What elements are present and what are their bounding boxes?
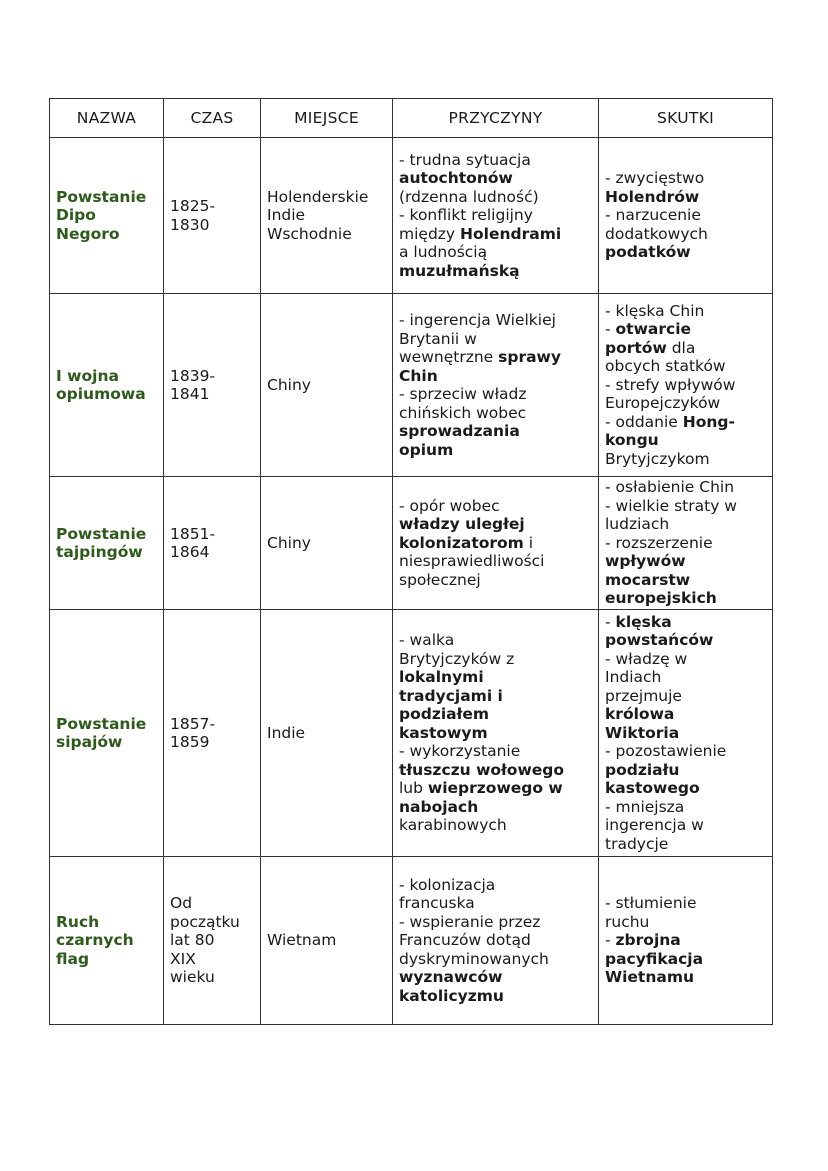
cell-effects bbox=[599, 294, 773, 477]
cell-effects-line bbox=[605, 413, 766, 432]
cell-causes-line bbox=[399, 515, 592, 534]
bold-text: opium bbox=[399, 440, 454, 459]
cell-causes-line bbox=[399, 761, 592, 780]
bold-text: portów bbox=[605, 338, 667, 357]
cell-place-line: Wietnam bbox=[267, 931, 337, 950]
cell-causes-line bbox=[399, 876, 592, 895]
cell-causes bbox=[393, 138, 599, 294]
cell-place-line: Chiny bbox=[267, 533, 311, 552]
cell-effects-line bbox=[605, 376, 766, 395]
cell-causes bbox=[393, 610, 599, 857]
bold-text: katolicyzmu bbox=[399, 986, 504, 1005]
cell-name-line: sipajów bbox=[56, 733, 123, 751]
cell-effects-line bbox=[605, 515, 766, 534]
plain-text: - bbox=[605, 931, 616, 950]
plain-text: niesprawiedliwości bbox=[399, 552, 545, 571]
cell-effects-line bbox=[605, 431, 766, 450]
plain-text: dyskryminowanych bbox=[399, 949, 549, 968]
cell-name-line: opiumowa bbox=[56, 385, 146, 403]
cell-causes-line bbox=[399, 534, 592, 553]
plain-text: i bbox=[523, 533, 534, 552]
plain-text: - władzę w bbox=[605, 649, 688, 668]
plain-text: Francuzów dotąd bbox=[399, 931, 531, 950]
cell-causes-line bbox=[399, 441, 592, 460]
plain-text: tradycje bbox=[605, 834, 669, 853]
bold-text: królowa bbox=[605, 705, 675, 724]
plain-text: - kolonizacja bbox=[399, 875, 496, 894]
plain-text: - sprzeciw władz bbox=[399, 385, 527, 403]
table-row bbox=[50, 610, 773, 857]
cell-name-line: Ruch bbox=[56, 912, 100, 931]
cell-causes-line bbox=[399, 742, 592, 761]
bold-text: władzy uległej bbox=[399, 515, 525, 534]
cell-effects-line bbox=[605, 816, 766, 835]
cell-causes-line bbox=[399, 262, 592, 281]
plain-text: Brytyjczykom bbox=[605, 449, 710, 468]
cell-causes-line bbox=[399, 348, 592, 367]
cell-effects-line bbox=[605, 650, 766, 669]
plain-text: obcych statków bbox=[605, 357, 726, 376]
plain-text: lub bbox=[399, 779, 428, 798]
cell-time bbox=[164, 294, 261, 477]
cell-name-line: czarnych bbox=[56, 931, 134, 950]
header-skutki: SKUTKI bbox=[599, 99, 773, 138]
plain-text: - zwycięstwo bbox=[605, 169, 705, 188]
plain-text: ingerencja w bbox=[605, 816, 704, 835]
plain-text: - oddanie bbox=[605, 412, 683, 431]
cell-place bbox=[261, 857, 393, 1025]
cell-causes-line bbox=[399, 724, 592, 743]
plain-text: ludziach bbox=[605, 515, 670, 534]
bold-text: kolonizatorom bbox=[399, 533, 524, 552]
bold-text: sprowadzania bbox=[399, 422, 520, 440]
bold-text: Wiktoria bbox=[605, 723, 680, 742]
cell-time bbox=[164, 857, 261, 1025]
cell-place-line: Chiny bbox=[267, 375, 311, 394]
cell-causes-line bbox=[399, 631, 592, 650]
cell-name-line: Powstanie bbox=[56, 714, 147, 733]
plain-text: - bbox=[605, 612, 616, 631]
plain-text: - walka bbox=[399, 631, 455, 650]
cell-name bbox=[50, 138, 164, 294]
cell-place-line: Holenderskie bbox=[267, 187, 369, 206]
cell-causes-line bbox=[399, 816, 592, 835]
cell-causes-line bbox=[399, 931, 592, 950]
cell-causes-line bbox=[399, 497, 592, 516]
cell-effects-line bbox=[605, 571, 766, 590]
cell-effects-line bbox=[605, 613, 766, 632]
cell-effects-line bbox=[605, 950, 766, 969]
bold-text: nabojach bbox=[399, 797, 479, 816]
cell-causes-line bbox=[399, 913, 592, 932]
plain-text: - osłabienie Chin bbox=[605, 478, 735, 497]
plain-text: Indiach bbox=[605, 668, 662, 687]
bold-text: Chin bbox=[399, 366, 438, 385]
cell-effects-line bbox=[605, 761, 766, 780]
cell-name-line: flag bbox=[56, 949, 90, 968]
header-miejsce: MIEJSCE bbox=[261, 99, 393, 138]
cell-causes-line bbox=[399, 206, 592, 225]
cell-time-line: wieku bbox=[170, 968, 215, 987]
plain-text: a ludnością bbox=[399, 243, 488, 262]
cell-effects-line bbox=[605, 478, 766, 497]
cell-causes-line bbox=[399, 798, 592, 817]
cell-time-line: 1841 bbox=[170, 385, 210, 403]
plain-text: karabinowych bbox=[399, 816, 507, 835]
cell-causes-line bbox=[399, 367, 592, 386]
cell-effects-line bbox=[605, 589, 766, 608]
cell-time bbox=[164, 477, 261, 610]
cell-name bbox=[50, 610, 164, 857]
header-czas: CZAS bbox=[164, 99, 261, 138]
cell-effects-line bbox=[605, 724, 766, 743]
plain-text: wewnętrzne bbox=[399, 348, 499, 366]
cell-causes-line bbox=[399, 687, 592, 706]
header-nazwa: NAZWA bbox=[50, 99, 164, 138]
cell-effects-line bbox=[605, 931, 766, 950]
cell-causes-line bbox=[399, 188, 592, 207]
cell-effects-line bbox=[605, 687, 766, 706]
cell-causes-line bbox=[399, 385, 592, 404]
cell-causes-line bbox=[399, 404, 592, 423]
cell-effects-line bbox=[605, 631, 766, 650]
history-table bbox=[49, 98, 773, 1025]
cell-name bbox=[50, 294, 164, 477]
cell-effects-line bbox=[605, 302, 766, 321]
bold-text: podziałem bbox=[399, 705, 490, 724]
cell-time-line: lat 80 bbox=[170, 931, 215, 950]
plain-text: (rdzenna ludność) bbox=[399, 187, 539, 206]
cell-effects-line bbox=[605, 188, 766, 207]
header-row bbox=[50, 99, 773, 138]
cell-place-line: Indie bbox=[267, 723, 306, 742]
cell-effects-line bbox=[605, 357, 766, 376]
cell-time-line: początku bbox=[170, 912, 240, 931]
plain-text: przejmuje bbox=[605, 686, 682, 705]
bold-text: kastowego bbox=[605, 779, 700, 798]
cell-name-line: I wojna bbox=[56, 366, 119, 385]
cell-causes-line bbox=[399, 311, 592, 330]
cell-effects bbox=[599, 477, 773, 610]
bold-text: tradycjami i bbox=[399, 686, 503, 705]
bold-text: wpływów bbox=[605, 552, 686, 571]
plain-text: - strefy wpływów bbox=[605, 375, 736, 394]
cell-time-line: 1859 bbox=[170, 733, 210, 751]
bold-text: europejskich bbox=[605, 589, 717, 608]
cell-causes-line bbox=[399, 169, 592, 188]
bold-text: autochtonów bbox=[399, 169, 513, 188]
plain-text: - pozostawienie bbox=[605, 742, 727, 761]
plain-text: - mniejsza bbox=[605, 797, 685, 816]
cell-effects-line bbox=[605, 206, 766, 225]
plain-text: Europejczyków bbox=[605, 394, 721, 413]
cell-place bbox=[261, 294, 393, 477]
bold-text: kastowym bbox=[399, 723, 488, 742]
cell-effects-line bbox=[605, 742, 766, 761]
plain-text: - bbox=[605, 320, 616, 339]
cell-name bbox=[50, 857, 164, 1025]
plain-text: dla bbox=[666, 338, 696, 357]
plain-text: francuska bbox=[399, 894, 475, 913]
plain-text: - wielkie straty w bbox=[605, 496, 737, 515]
cell-name-line: tajpingów bbox=[56, 543, 143, 561]
bold-text: mocarstw bbox=[605, 570, 691, 589]
cell-time bbox=[164, 138, 261, 294]
plain-text: - opór wobec bbox=[399, 496, 500, 515]
cell-time-line: 1851- bbox=[170, 524, 216, 543]
cell-time-line: 1830 bbox=[170, 215, 210, 234]
cell-effects-line bbox=[605, 705, 766, 724]
cell-causes-line bbox=[399, 650, 592, 669]
cell-causes bbox=[393, 857, 599, 1025]
plain-text: - konflikt religijny bbox=[399, 206, 533, 225]
plain-text: - narzucenie bbox=[605, 206, 701, 225]
cell-effects-line bbox=[605, 968, 766, 987]
cell-name-line: Dipo bbox=[56, 206, 96, 225]
bold-text: wieprzowego w bbox=[427, 779, 563, 798]
plain-text: chińskich wobec bbox=[399, 403, 527, 422]
bold-text: otwarcie bbox=[615, 320, 692, 339]
cell-time-line: XIX bbox=[170, 949, 196, 968]
bold-text: pacyfikacja bbox=[605, 949, 704, 968]
cell-effects-line bbox=[605, 169, 766, 188]
cell-place-line: Wschodnie bbox=[267, 224, 352, 243]
cell-effects-line bbox=[605, 552, 766, 571]
bold-text: podziału bbox=[605, 760, 680, 779]
cell-causes-line bbox=[399, 705, 592, 724]
cell-effects-line bbox=[605, 497, 766, 516]
cell-name-line: Negoro bbox=[56, 224, 120, 243]
plain-text: Brytanii w bbox=[399, 329, 477, 348]
cell-causes-line bbox=[399, 225, 592, 244]
cell-effects-line bbox=[605, 320, 766, 339]
cell-time-line: 1857- bbox=[170, 714, 216, 733]
cell-causes-line bbox=[399, 552, 592, 571]
bold-text: Wietnamu bbox=[605, 968, 695, 987]
cell-causes-line bbox=[399, 668, 592, 687]
plain-text: - klęska Chin bbox=[605, 301, 705, 320]
table-row bbox=[50, 857, 773, 1025]
cell-causes-line bbox=[399, 968, 592, 987]
bold-text: Hong- bbox=[682, 412, 735, 431]
cell-effects bbox=[599, 857, 773, 1025]
plain-text: - stłumienie bbox=[605, 894, 697, 913]
cell-effects bbox=[599, 610, 773, 857]
plain-text: - trudna sytuacja bbox=[399, 150, 531, 169]
plain-text: - rozszerzenie bbox=[605, 533, 713, 552]
plain-text: dodatkowych bbox=[605, 224, 708, 243]
cell-effects-line bbox=[605, 779, 766, 798]
plain-text: między bbox=[399, 224, 461, 243]
cell-effects-line bbox=[605, 913, 766, 932]
bold-text: powstańców bbox=[605, 631, 714, 650]
bold-text: zbrojna bbox=[615, 931, 681, 950]
plain-text: - wykorzystanie bbox=[399, 742, 521, 761]
cell-time-line: 1825- bbox=[170, 197, 216, 215]
cell-causes-line bbox=[399, 987, 592, 1006]
plain-text: - ingerencja Wielkiej bbox=[399, 311, 556, 329]
cell-effects-line bbox=[605, 339, 766, 358]
plain-text: społecznej bbox=[399, 570, 481, 589]
cell-name bbox=[50, 477, 164, 610]
cell-causes-line bbox=[399, 330, 592, 349]
cell-effects-line bbox=[605, 394, 766, 413]
bold-text: wyznawców bbox=[399, 968, 503, 987]
table-row bbox=[50, 294, 773, 477]
cell-place bbox=[261, 610, 393, 857]
cell-time-line: 1864 bbox=[170, 543, 210, 561]
cell-name-line: Powstanie bbox=[56, 187, 147, 206]
cell-effects-line bbox=[605, 798, 766, 817]
cell-place bbox=[261, 138, 393, 294]
cell-time-line: 1839- bbox=[170, 366, 216, 385]
cell-effects-line bbox=[605, 894, 766, 913]
bold-text: klęska bbox=[615, 612, 672, 631]
cell-causes-line bbox=[399, 950, 592, 969]
cell-place-line: Indie bbox=[267, 206, 306, 225]
cell-causes-line bbox=[399, 894, 592, 913]
cell-causes-line bbox=[399, 151, 592, 170]
cell-place bbox=[261, 477, 393, 610]
cell-effects-line bbox=[605, 225, 766, 244]
cell-causes bbox=[393, 477, 599, 610]
header-przyczyny: PRZYCZYNY bbox=[393, 99, 599, 138]
cell-time bbox=[164, 610, 261, 857]
table-row bbox=[50, 477, 773, 610]
cell-effects bbox=[599, 138, 773, 294]
cell-causes bbox=[393, 294, 599, 477]
cell-causes-line bbox=[399, 779, 592, 798]
plain-text: - wspieranie przez bbox=[399, 912, 541, 931]
table-row bbox=[50, 138, 773, 294]
bold-text: podatków bbox=[605, 243, 691, 262]
bold-text: kongu bbox=[605, 431, 659, 450]
bold-text: muzułmańską bbox=[399, 261, 520, 280]
cell-causes-line bbox=[399, 422, 592, 441]
cell-effects-line bbox=[605, 243, 766, 262]
bold-text: Holendrów bbox=[605, 187, 700, 206]
bold-text: tłuszczu wołowego bbox=[399, 760, 565, 779]
cell-effects-line bbox=[605, 835, 766, 854]
cell-name-line: Powstanie bbox=[56, 524, 147, 543]
cell-time-line: Od bbox=[170, 894, 193, 913]
cell-causes-line bbox=[399, 243, 592, 262]
cell-effects-line bbox=[605, 534, 766, 553]
cell-effects-line bbox=[605, 668, 766, 687]
cell-effects-line bbox=[605, 450, 766, 469]
bold-text: Holendrami bbox=[460, 224, 562, 243]
bold-text: lokalnymi bbox=[399, 668, 484, 687]
cell-causes-line bbox=[399, 571, 592, 590]
plain-text: ruchu bbox=[605, 912, 650, 931]
plain-text: Brytyjczyków z bbox=[399, 649, 515, 668]
bold-text: sprawy bbox=[498, 348, 561, 366]
